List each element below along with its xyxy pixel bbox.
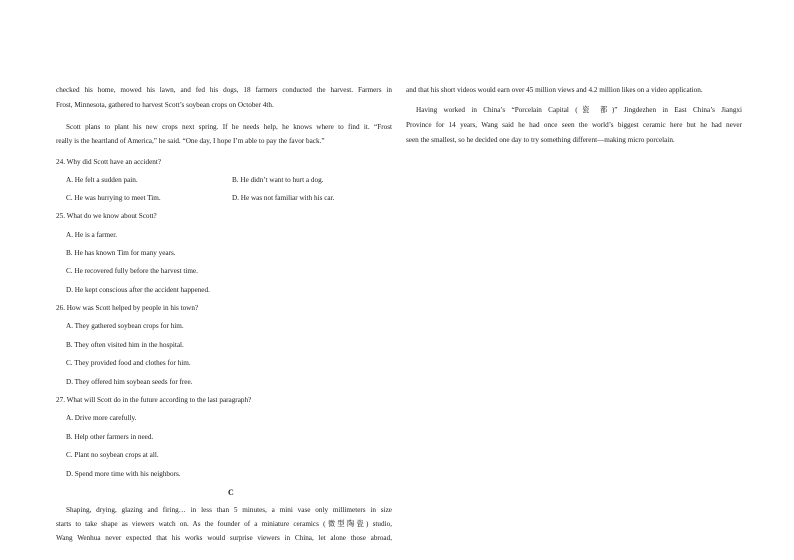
question-25-stem: 25. What do we know about Scott? (56, 212, 157, 220)
passage-line: Province for 14 years, Wang said he had once seen the world’s biggest ceramic here but he had never (406, 121, 742, 129)
question-24-option-a[interactable]: A. He felt a sudden pain. (66, 176, 138, 184)
question-26-option-c[interactable]: C. They provided food and clothes for him. (66, 359, 191, 367)
passage-line: seen the smallest, so he decided one day to try something different—making micro porcelain. (406, 136, 675, 144)
question-26-option-d[interactable]: D. They offered him soybean seeds for free. (66, 378, 193, 386)
question-27-option-a[interactable]: A. Drive more carefully. (66, 414, 137, 422)
passage-line: Having worked in China’s “Porcelain Capital (瓷 都)” Jingdezhen in East China’s Jiangxi (416, 106, 742, 114)
question-26-option-b[interactable]: B. They often visited him in the hospital. (66, 341, 184, 349)
question-24-option-d[interactable]: D. He was not familiar with his car. (232, 194, 335, 202)
passage-line: really is the heartland of America,” he said. “One day, I hope I’m able to pay the favor back.” (56, 137, 325, 145)
question-26-option-a[interactable]: A. They gathered soybean crops for him. (66, 322, 184, 330)
question-25-option-c[interactable]: C. He recovered fully before the harvest time. (66, 267, 198, 275)
passage-line: and that his short videos would earn over 45 million views and 4.2 million likes on a video application. (406, 86, 703, 94)
passage-line: checked his home, mowed his lawn, and fed his dogs, 18 farmers conducted the harvest. Farmers in (56, 86, 392, 94)
question-25-option-d[interactable]: D. He kept conscious after the accident happened. (66, 286, 210, 294)
passage-line: Scott plans to plant his new crops next spring. If he needs help, he knows where to find it. “Frost (66, 123, 392, 131)
question-24-option-c[interactable]: C. He was hurrying to meet Tim. (66, 194, 161, 202)
question-24-stem: 24. Why did Scott have an accident? (56, 158, 162, 166)
passage-line: Shaping, drying, glazing and firing… in less than 5 minutes, a mini vase only millimeters in size (66, 506, 392, 514)
question-25-option-b[interactable]: B. He has known Tim for many years. (66, 249, 176, 257)
question-27-option-b[interactable]: B. Help other farmers in need. (66, 433, 154, 441)
passage-line: Frost, Minnesota, gathered to harvest Scott’s soybean crops on October 4th. (56, 101, 274, 109)
section-heading: C (228, 488, 234, 497)
question-27-option-c[interactable]: C. Plant no soybean crops at all. (66, 451, 159, 459)
question-25-option-a[interactable]: A. He is a farmer. (66, 231, 118, 239)
question-27-option-d[interactable]: D. Spend more time with his neighbors. (66, 470, 181, 478)
question-26-stem: 26. How was Scott helped by people in his town? (56, 304, 199, 312)
passage-line: starts to take shape as viewers watch on. As the founder of a miniature ceramics (微型陶瓷) studio, (56, 520, 392, 528)
passage-line: Wang Wenhua never expected that his works would surprise viewers in China, let alone those abroad, (56, 534, 392, 542)
question-24-option-b[interactable]: B. He didn’t want to hurt a dog. (232, 176, 324, 184)
question-27-stem: 27. What will Scott do in the future according to the last paragraph? (56, 396, 252, 404)
